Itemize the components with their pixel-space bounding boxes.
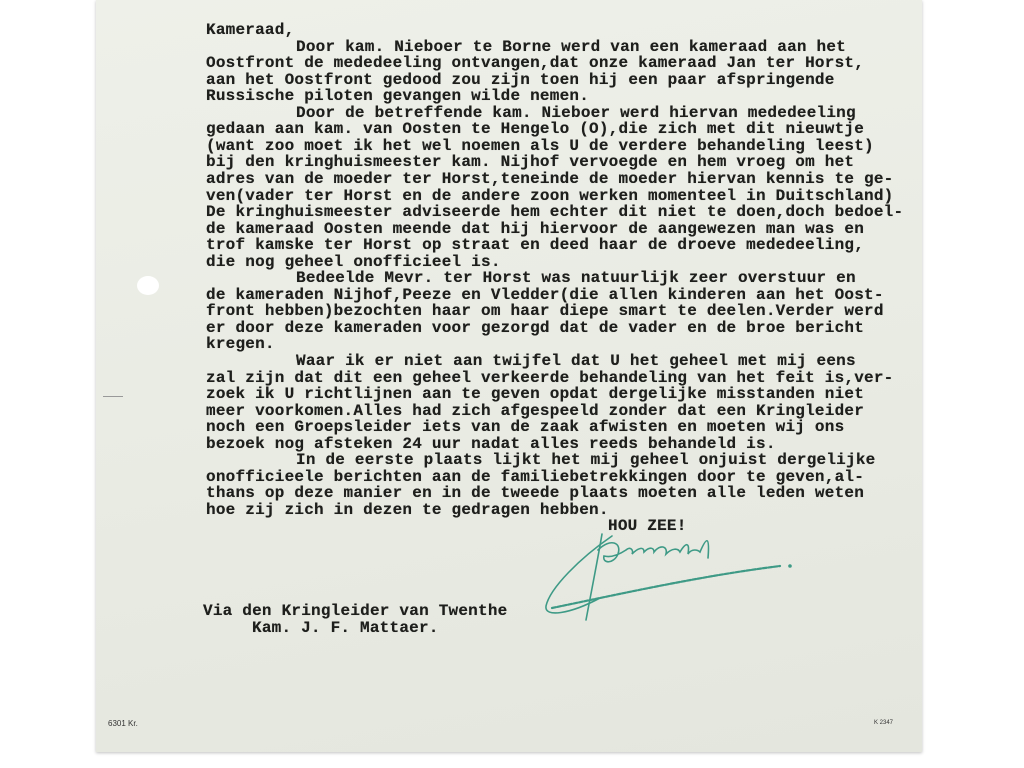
via-line-1: Via den Kringleider van Twenthe	[203, 602, 508, 620]
letter-line: meer voorkomen.Alles had zich afgespeeld zonder dat een Kringleider	[206, 401, 865, 420]
letter-line: kregen.	[206, 335, 275, 354]
letter-line: (want zoo moet ik het wel noemen als U de verdere behandeling leest)	[206, 136, 874, 155]
letter-line: gedaan aan kam. van Oosten te Hengelo (O),die zich met dit nieuwtje	[206, 120, 865, 139]
letter-line: die nog geheel onofficieel is.	[206, 252, 501, 271]
letter-line: bij den kringhuismeester kam. Nijhof vervoegde en hem vroeg om het	[206, 153, 855, 172]
letter-line: De kringhuismeester adviseerde hem echter dit niet te doen,doch bedoel-	[206, 203, 904, 222]
letter-line: noch een Groepsleider iets van de zaak afwisten en moeten wij ons	[206, 418, 845, 437]
letter-line: Door kam. Nieboer te Borne werd van een kameraad aan het	[296, 37, 847, 56]
footer-print-code: K 2347	[874, 720, 894, 726]
letter-line: zal zijn dat dit een geheel verkeerde behandeling van het feit is,ver-	[206, 368, 894, 387]
letter-line: In de eerste plaats lijkt het mij geheel onjuist dergelijke	[296, 451, 876, 470]
letter-line: ven(vader ter Horst en de andere zoon werken momenteel in Duitschland)	[206, 186, 894, 205]
closing: HOU ZEE!	[608, 517, 687, 535]
letter-line: Door de betreffende kam. Nieboer werd hiervan mededeeling	[296, 103, 856, 122]
letter-line: Oostfront de mededeeling ontvangen,dat onze kameraad Jan ter Horst,	[206, 54, 865, 73]
letter-line: trof kamske ter Horst op straat en deed haar de droeve mededeeling,	[206, 236, 865, 255]
fold-mark	[103, 396, 123, 397]
letter-line: thans op deze manier en in de tweede plaats moeten alle leden weten	[206, 484, 865, 503]
letter-line: hoe zij zich in dezen te gedragen hebben.	[206, 500, 609, 519]
letter-line: adres van de moeder ter Horst,teneinde de moeder hiervan kennis te ge-	[206, 169, 894, 188]
footer-form-number: 6301 Kr.	[108, 719, 138, 728]
letter-line: Waar ik er niet aan twijfel dat U het geheel met mij eens	[296, 352, 856, 370]
letter-line: onofficieele berichten aan de familiebetrekkingen door te geven,al-	[206, 467, 865, 486]
letter-line: zoek ik U richtlijnen aan te geven opdat dergelijke misstanden niet	[206, 385, 865, 404]
letter-line: Bedeelde Mevr. ter Horst was natuurlijk zeer overstuur en	[296, 269, 856, 288]
letter-line: aan het Oostfront gedood zou zijn toen hij een paar afspringende	[206, 70, 835, 89]
punch-hole	[137, 276, 159, 295]
signature	[540, 528, 800, 628]
letter-line: de kameraad Oosten meende dat hij hiervoor de aangewezen man was en	[206, 219, 865, 238]
letter-line: de kameraden Nijhof,Peeze en Vledder(die allen kinderen aan het Oost-	[206, 285, 884, 304]
letter-line: er door deze kameraden voor gezorgd dat de vader en de broe bericht	[206, 318, 865, 337]
letter-line: Russische piloten gevangen wilde nemen.	[206, 87, 590, 106]
letter-line: bezoek nog afsteken 24 uur nadat alles reeds behandeld is.	[206, 434, 776, 453]
via-line-2: Kam. J. F. Mattaer.	[252, 619, 439, 637]
salutation: Kameraad,	[206, 21, 295, 39]
letter-line: front hebben)bezochten haar om haar diepe smart te deelen.Verder werd	[206, 302, 884, 321]
